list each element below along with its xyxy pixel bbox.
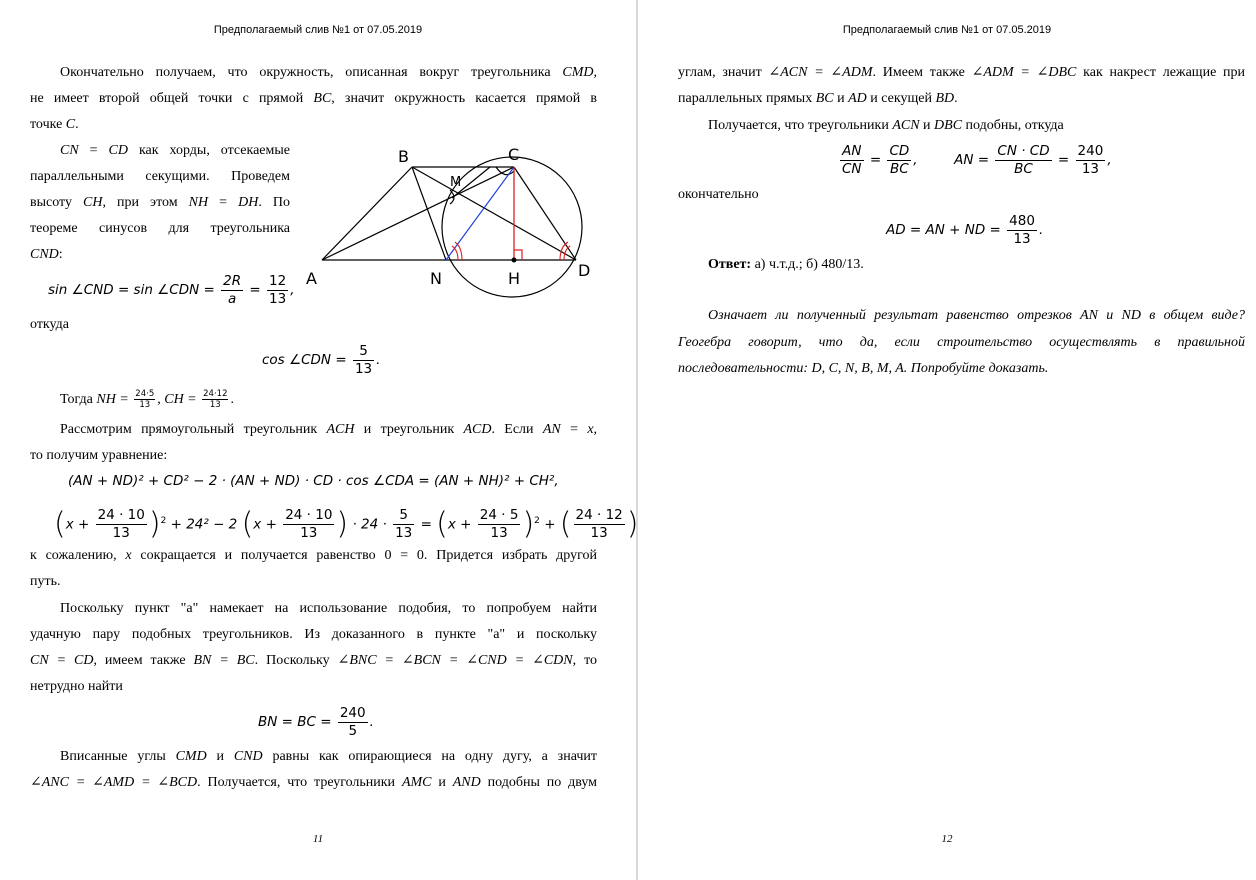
cos-equation: cos ∠CDN = $\frac{5}{13}$ . xyxy=(262,342,381,377)
label-C: C xyxy=(508,145,520,164)
label-A: A xyxy=(306,269,317,288)
text-line: к сожалению, x сокращается и получается равенство 0 = 0. Придется избрать другой xyxy=(30,548,597,563)
text-line: параллельными секущими. Проведем xyxy=(30,169,290,184)
equation-1: (AN + ND)² + CD² − 2 · (AN + ND) · CD · cos ∠CDA = (AN + NH)² + CH², xyxy=(68,473,559,489)
angle-arc-D1 xyxy=(564,246,570,260)
line-AB xyxy=(322,167,412,260)
equation-2: (x + $\frac{24 \cdot 10}{13}$ )$^2$ + 24² − 2 (x + $\frac{24 \cdot 10}{13}$ ) · 24 · $\frac{5}{13}$ = (x + $\frac{24 \cdot 5}{13}$ )$^2$ + ( $\frac{24 \cdot 12}{13}$ ) xyxy=(54,506,639,542)
text-line: высоту CH, при этом NH = DH. По xyxy=(30,195,290,210)
text-line: CN = CD, имеем также BN = BC. Поскольку ∠BNC = ∠BCN = ∠CND = ∠CDN, то xyxy=(30,653,598,668)
angle-arc-N1 xyxy=(452,246,458,260)
text-line: точке C. xyxy=(30,117,79,132)
geometry-figure xyxy=(300,138,600,318)
point-H xyxy=(512,258,517,263)
similarity-equation: $\frac{AN}{CN}$ = $\frac{CD}{BC}$ , AN = $\frac{CN \cdot CD}{BC}$ = $\frac{240}{13}$ , xyxy=(842,142,1112,177)
line-CD xyxy=(514,167,576,260)
page-header: Предполагаемый слив №1 от 07.05.2019 xyxy=(842,24,1052,36)
line-BD xyxy=(412,167,576,260)
text-line: то получим уравнение: xyxy=(30,448,168,463)
text-line: не имеет второй общей точки с прямой BC, значит окружность касается прямой в xyxy=(30,91,597,106)
text-line: Означает ли полученный результат равенство отрезков AN и ND в общем виде? xyxy=(708,308,1245,323)
text-line: параллельных прямых BC и AD и секущей BD. xyxy=(678,91,958,106)
text-line: удачную пару подобных треугольников. Из доказанного в пункте "а" и поскольку xyxy=(30,627,597,642)
page-number: 12 xyxy=(941,833,953,845)
sin-equation: sin ∠CND = sin ∠CDN = $\frac{2R}{a}$ = $\frac{12}{13}$ , xyxy=(48,272,295,307)
text-line: последовательности: D, C, N, B, M, A. Попробуйте доказать. xyxy=(678,361,1049,376)
page-number: 11 xyxy=(312,833,324,845)
text-line: CN = CD как хорды, отсекаемые xyxy=(60,143,290,158)
text-line: Геогебра говорит, что да, если строительство осуществлять в правильной xyxy=(678,335,1245,350)
text-line: нетрудно найти xyxy=(30,679,123,694)
answer-line: Ответ: а) ч.т.д.; б) 480/13. xyxy=(708,257,864,272)
label-N: N xyxy=(430,269,442,288)
text-line: путь. xyxy=(30,574,61,589)
label-H: H xyxy=(508,269,521,288)
text-line: Поскольку пункт "а" намекает на использование подобия, то попробуем найти xyxy=(60,601,597,616)
text-line: откуда xyxy=(30,317,69,332)
text-line: CND: xyxy=(30,247,63,262)
text-line: Получается, что треугольники ACN и DBC подобны, откуда xyxy=(708,118,1064,133)
text-line: Рассмотрим прямоугольный треугольник ACH и треугольник ACD. Если AN = x, xyxy=(60,422,598,437)
nh-ch-line: Тогда NH = $\frac{24\cdot 5}{13}$ , CH = $\frac{24\cdot 12}{13}$ . xyxy=(60,389,234,411)
page-header: Предполагаемый слив №1 от 07.05.2019 xyxy=(213,24,423,36)
text-line: Вписанные углы CMD и CND равны как опирающиеся на одну дугу, а значит xyxy=(60,749,598,764)
label-M: M xyxy=(450,175,462,190)
text-line: углам, значит ∠ACN = ∠ADM. Имеем также ∠ADM = ∠DBC как накрест лежащие при xyxy=(678,65,1246,80)
text-line: окончательно xyxy=(678,187,759,202)
page-right xyxy=(638,0,1256,880)
text-line: теореме синусов для треугольника xyxy=(30,221,290,236)
label-B: B xyxy=(398,147,409,166)
line-AC xyxy=(322,167,514,260)
label-D: D xyxy=(578,261,591,280)
ad-equation: AD = AN + ND = $\frac{480}{13}$ . xyxy=(886,212,1044,247)
text-line: Окончательно получаем, что окружность, описанная вокруг треугольника CMD, xyxy=(60,65,597,80)
text-line: ∠ANC = ∠AMD = ∠BCD. Получается, что треугольники AMC и AND подобны по двум xyxy=(30,775,598,790)
bn-equation: BN = BC = $\frac{240}{5}$ . xyxy=(258,704,374,739)
